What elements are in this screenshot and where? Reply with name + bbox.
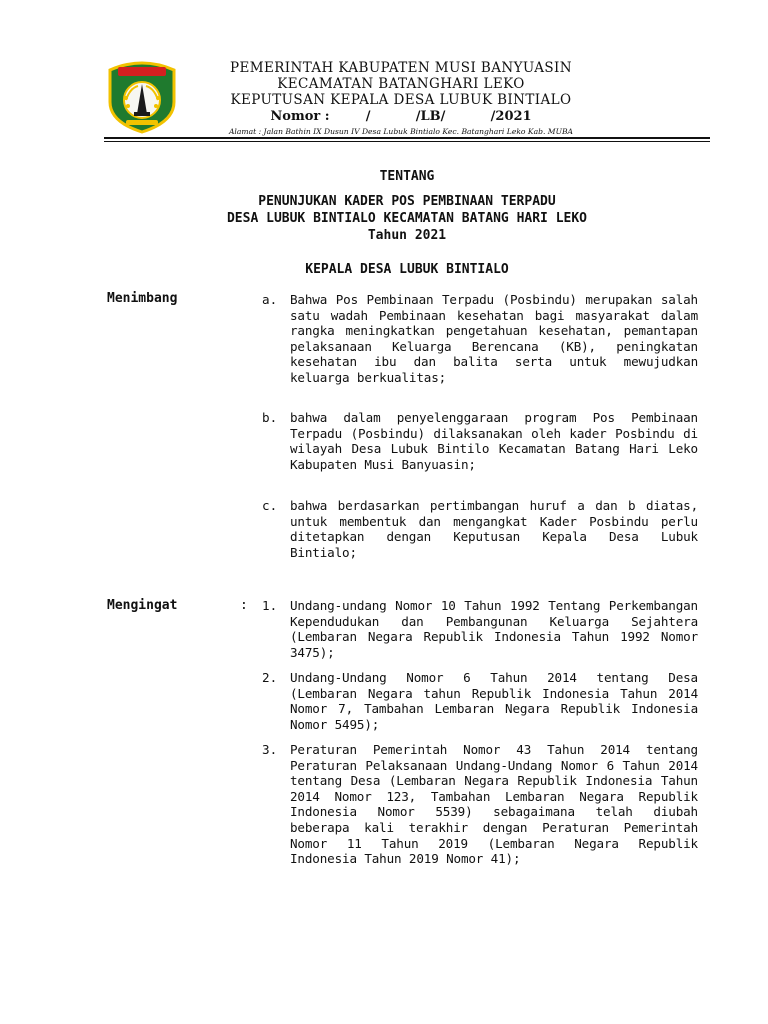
letterhead-divider-thin: [104, 141, 710, 142]
item-text: bahwa dalam penyelenggaraan program Pos Pembinaan Terpadu (Posbindu) dilaksanakan oleh kader Posbindu di wilayah Desa Lubuk Bintilo Kecamatan Batang Hari Leko Kabupaten Musi Banyuasin;: [290, 410, 698, 472]
menimbang-item: [262, 498, 698, 560]
decree-number: Nomor : / /LB/ /2021: [270, 109, 532, 124]
mengingat-item: [262, 598, 698, 660]
item-marker: b.: [262, 410, 278, 425]
subject-line-1: PENUNJUKAN KADER POS PEMBINAAN TERPADU: [258, 194, 556, 209]
heading-kepala-desa: KEPALA DESA LUBUK BINTIALO: [305, 262, 509, 277]
item-marker: a.: [262, 292, 278, 307]
menimbang-label: Menimbang: [107, 291, 178, 306]
letterhead: [196, 60, 606, 137]
mengingat-colon: :: [240, 598, 248, 613]
item-text: Peraturan Pemerintah Nomor 43 Tahun 2014 tentang Peraturan Pelaksanaan Undang-Undang Nomor 6 Tahun 2014 tentang Desa (Lembaran Negara Republik Indonesia Tahun 2014 Nomor 123, Tambahan Lembaran Negara Republik Indonesia Nomor 5539) sebagaimana telah diubah beberapa kali terakhir dengan Peraturan Pemerintah Nomor 11 Tahun 2019 (Lembaran Negara Republik Indonesia Tahun 2019 Nomor 41);: [290, 742, 698, 867]
mengingat-item: [262, 742, 698, 867]
item-marker: 1.: [262, 598, 278, 613]
regency-emblem-logo: [104, 58, 180, 134]
heading-tentang: TENTANG: [379, 169, 435, 184]
letterhead-address: Alamat : Jalan Bathin IX Dusun IV Desa Lubuk Bintialo Kec. Batanghari Leko Kab. MUBA: [228, 127, 574, 136]
item-marker: c.: [262, 498, 278, 513]
mengingat-label: Mengingat: [107, 598, 178, 613]
item-text: Undang-Undang Nomor 6 Tahun 2014 tentang Desa (Lembaran Negara tahun Republik Indonesia Tahun 2014 Nomor 7, Tambahan Lembaran Negara Republik Indonesia Nomor 5495);: [290, 670, 698, 732]
letterhead-district: KECAMATAN BATANGHARI LEKO: [277, 76, 525, 92]
letterhead-government: PEMERINTAH KABUPATEN MUSI BANYUASIN: [230, 60, 572, 76]
item-text: bahwa berdasarkan pertimbangan huruf a dan b diatas, untuk membentuk dan mengangkat Kader Posbindu perlu ditetapkan dengan Keputusan Kepala Desa Lubuk Bintialo;: [290, 498, 698, 560]
letterhead-decree-title: KEPUTUSAN KEPALA DESA LUBUK BINTIALO: [230, 92, 572, 108]
subject-year: Tahun 2021: [367, 228, 447, 243]
mengingat-item: [262, 670, 698, 732]
decree-subject-title: [104, 193, 710, 244]
subject-line-2: DESA LUBUK BINTIALO KECAMATAN BATANG HARI LEKO: [226, 211, 588, 226]
letterhead-divider-thick: [104, 137, 710, 139]
item-marker: 3.: [262, 742, 278, 757]
item-marker: 2.: [262, 670, 278, 685]
item-text: Bahwa Pos Pembinaan Terpadu (Posbindu) merupakan salah satu wadah Pembinaan kesehatan bagi masyarakat dalam rangka meningkatkan pengetahuan kesehatan, pemantapan pelaksanaan Keluarga Berencana (KB), peningkatan kesehatan ibu dan balita serta untuk mewujudkan keluarga berkualitas;: [290, 292, 698, 385]
item-text: Undang-undang Nomor 10 Tahun 1992 Tentang Perkembangan Kependudukan dan Pembangunan Keluarga Sejahtera (Lembaran Negara Republik Indonesia Tahun 1992 Nomor 3475);: [290, 598, 698, 660]
menimbang-item: [262, 292, 698, 386]
menimbang-item: [262, 410, 698, 472]
